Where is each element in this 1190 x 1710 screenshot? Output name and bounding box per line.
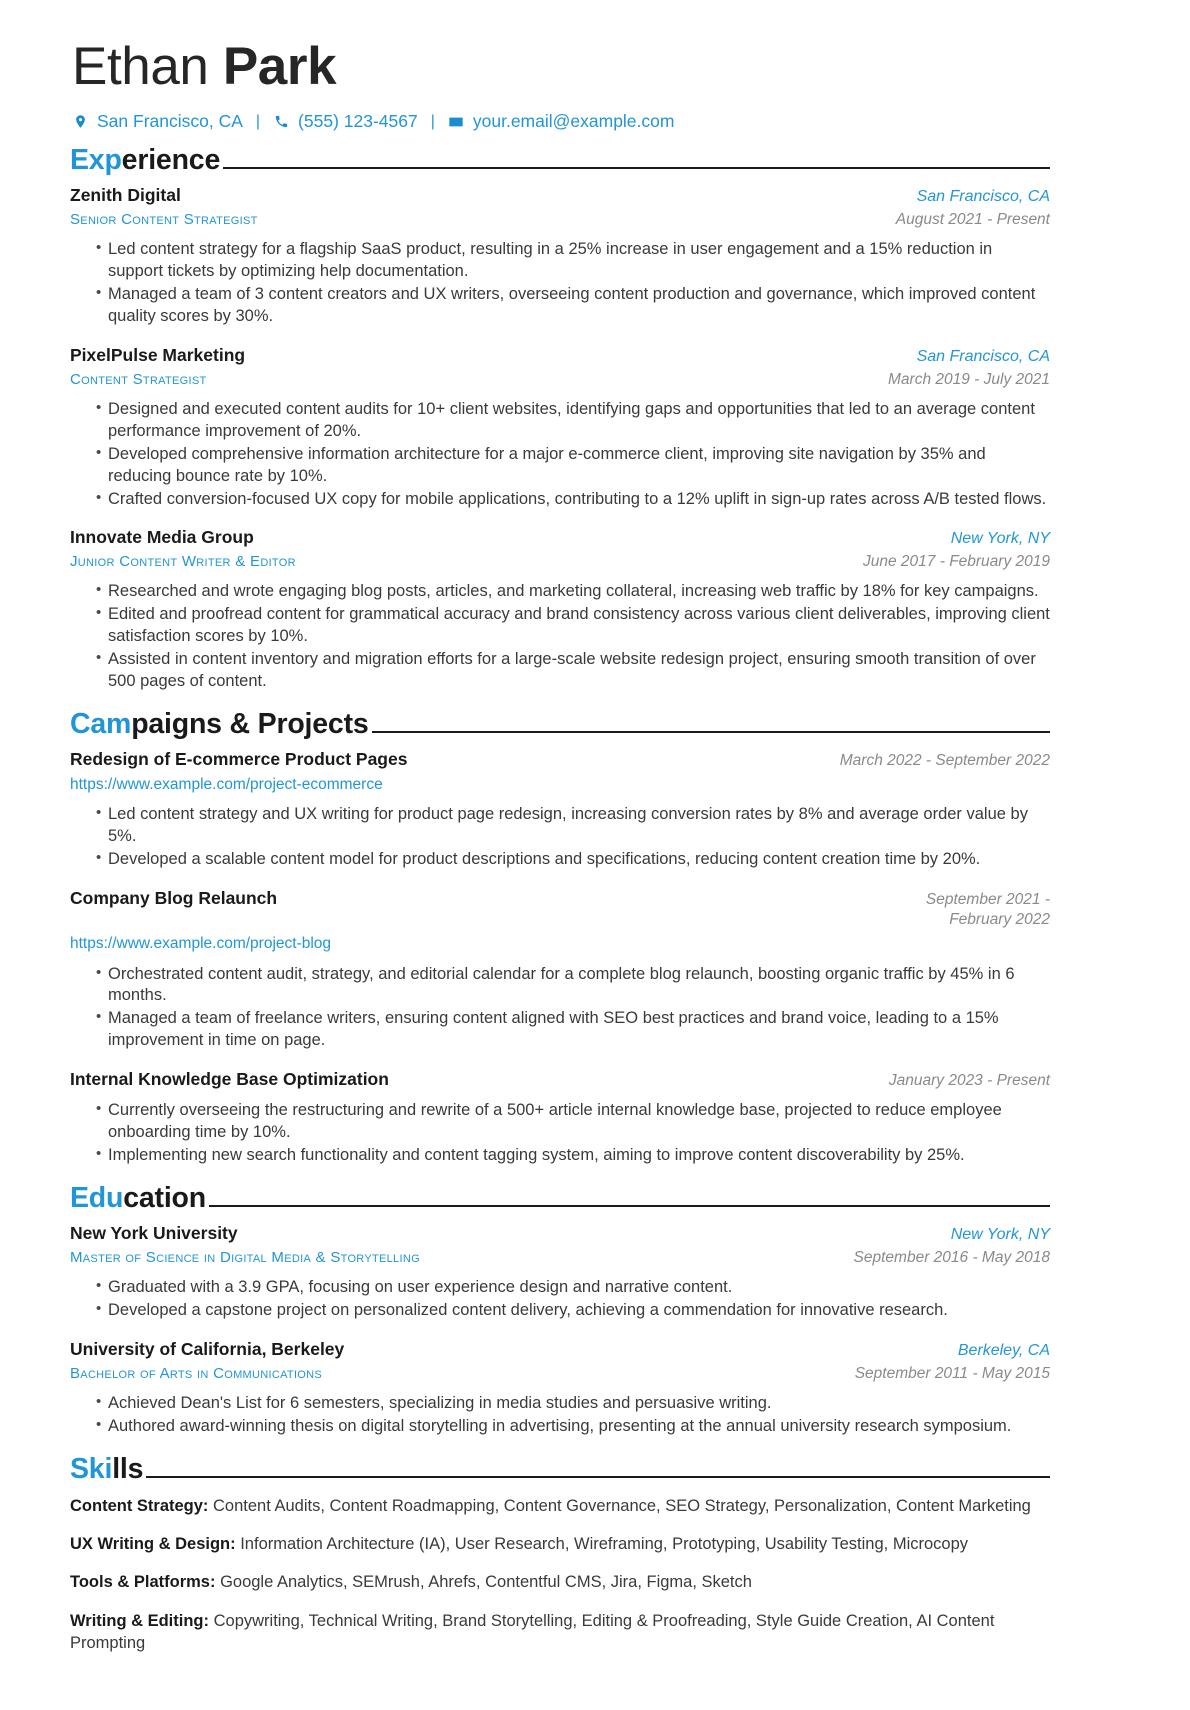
section-title-rest: cation [123,1182,206,1215]
bullet-item: • Currently overseeing the restructuring and rewrite of a 500+ article internal knowledge base, projected to reduce employee onboarding time by 10%. [70,1100,1050,1144]
bullet-item: • Designed and executed content audits for 10+ client websites, identifying gaps and opportunities that led to an average content performance improvement of 20%. [70,399,1050,443]
skill-row [70,1495,1050,1517]
project-name: Redesign of E-commerce Product Pages [70,749,408,770]
bullet-item: • Implementing new search functionality and content tagging system, aiming to improve content discoverability by 25%. [70,1145,1050,1167]
section-title-accent: Ski [70,1452,113,1485]
employer-name: Zenith Digital [70,185,181,206]
school-name: University of California, Berkeley [70,1338,345,1359]
project-entry [70,1069,1050,1167]
school-name: New York University [70,1223,238,1244]
contact-email[interactable] [448,111,675,132]
bullet-list [70,1277,1050,1322]
bullet-item: • Assisted in content inventory and migration efforts for a large-scale website redesign project, ensuring smooth transition of over 500 pages of content. [70,649,1050,693]
contact-line [72,111,1050,132]
bullet-item: • Edited and proofread content for grammatical accuracy and brand consistency across various client deliverables, improving client satisfaction scores by 10%. [70,604,1050,648]
section-skills [70,1452,1050,1654]
skill-items: Information Architecture (IA), User Research, Wireframing, Prototyping, Usability Testing, Microcopy [240,1534,969,1553]
skills-list [70,1495,1050,1654]
employer-name: PixelPulse Marketing [70,344,246,365]
project-url[interactable]: https://www.example.com/project-blog [70,935,332,953]
skill-category: Content Strategy: [70,1496,209,1515]
employer-name: Innovate Media Group [70,527,254,548]
phone-text: (555) 123-4567 [298,111,418,132]
education-dates: September 2011 - May 2015 [854,1364,1050,1382]
section-experience [70,146,1050,693]
bullet-item: • Managed a team of freelance writers, ensuring content aligned with SEO best practices and brand voice, leading to a 15% improvement in time on page. [70,1008,1050,1052]
job-title: Senior Content Strategist [70,210,258,228]
section-divider [372,731,1050,733]
envelope-icon [448,113,465,130]
bullet-list [70,581,1050,693]
bullet-item: • Crafted conversion-focused UX copy for mobile applications, contributing to a 12% uplift in sign-up rates across A/B tested flows. [70,489,1050,511]
section-title-text [70,146,220,176]
bullet-item: • Developed a scalable content model for product descriptions and specifications, reducing content creation time by 20%. [70,849,1050,871]
section-title-accent: Edu [70,1182,124,1215]
job-dates: March 2019 - July 2021 [888,370,1050,388]
section-campaigns [70,710,1050,1167]
section-title-rest: lls [112,1452,144,1485]
section-title-accent: Cam [70,708,132,741]
section-title-text [70,710,369,740]
bullet-item: • Researched and wrote engaging blog posts, articles, and marketing collateral, increasing web traffic by 18% for key campaigns. [70,581,1050,603]
bullet-item: • Achieved Dean's List for 6 semesters, specializing in media studies and persuasive writing. [70,1393,1050,1415]
bullet-list [70,1100,1050,1167]
bullet-item: • Authored award-winning thesis on digital storytelling in advertising, presenting at the annual university research symposium. [70,1416,1050,1438]
skill-category: Writing & Editing: [70,1611,210,1630]
job-title: Content Strategist [70,370,207,388]
skill-category: Tools & Platforms: [70,1573,216,1592]
job-dates: June 2017 - February 2019 [863,553,1050,571]
bullet-item: • Managed a team of 3 content creators and UX writers, overseeing content production and governance, which improved content quality scores by 30%. [70,284,1050,328]
email-text: your.email@example.com [472,111,675,132]
skill-items: Content Audits, Content Roadmapping, Content Governance, SEO Strategy, Personalization, Content Marketing [213,1496,1031,1515]
employer-location: San Francisco, CA [916,188,1050,206]
experience-entry [70,345,1050,511]
skill-items: Google Analytics, SEMrush, Ahrefs, Contentful CMS, Jira, Figma, Sketch [220,1573,752,1592]
location-text: San Francisco, CA [97,111,243,132]
skill-row [70,1610,1050,1655]
last-name: Park [222,37,337,96]
education-entry [70,1223,1050,1322]
bullet-item: • Orchestrated content audit, strategy, and editorial calendar for a complete blog relaunch, boosting organic traffic by 45% in 6 months. [70,964,1050,1008]
employer-location: New York, NY [950,530,1050,548]
project-entry [70,888,1050,1052]
bullet-list [70,239,1050,328]
section-title-rest: paigns & Projects [131,708,369,741]
bullet-list [70,964,1050,1053]
section-heading-education [70,1184,1050,1214]
section-heading-experience [70,146,1050,176]
project-url[interactable]: https://www.example.com/project-ecommerce [70,776,383,794]
skill-items: Copywriting, Technical Writing, Brand Storytelling, Editing & Proofreading, Style Guide Creation, AI Content Prompting [70,1611,995,1652]
education-dates: September 2016 - May 2018 [853,1248,1050,1266]
bullet-item: • Graduated with a 3.9 GPA, focusing on user experience design and narrative content. [70,1277,1050,1299]
school-location: Berkeley, CA [957,1341,1050,1359]
contact-location [72,111,243,132]
experience-entry [70,527,1050,693]
section-title-accent: Exp [70,144,122,177]
section-title-rest: erience [121,144,221,177]
section-title-text [70,1452,144,1485]
contact-separator-2: | [430,112,435,130]
map-pin-icon [72,113,89,130]
skill-row [70,1571,1050,1593]
bullet-list [70,804,1050,871]
project-name: Internal Knowledge Base Optimization [70,1069,389,1090]
project-dates: September 2021 - February 2022 [925,891,1050,929]
project-dates: March 2022 - September 2022 [839,752,1050,770]
degree-title: Master of Science in Digital Media & Storytelling [70,1248,420,1266]
section-title-text [70,1184,206,1214]
job-title: Junior Content Writer & Editor [70,553,296,571]
project-dates: January 2023 - Present [888,1072,1050,1090]
bullet-item: • Led content strategy for a flagship SaaS product, resulting in a 25% increase in user engagement and a 15% reduction in support tickets by optimizing help documentation. [70,239,1050,283]
first-name: Ethan [72,37,209,96]
contact-separator-1: | [255,112,261,130]
school-location: New York, NY [950,1226,1050,1244]
candidate-name [72,38,1050,95]
bullet-list [70,399,1050,511]
section-divider [209,1205,1050,1207]
resume-header [70,38,1050,132]
contact-phone[interactable] [273,111,418,132]
education-entry [70,1339,1050,1438]
bullet-list [70,1393,1050,1438]
job-dates: August 2021 - Present [895,210,1050,228]
section-education [70,1184,1050,1438]
bullet-item: • Developed comprehensive information architecture for a major e-commerce client, improving site navigation by 35% and reducing bounce rate by 10%. [70,444,1050,488]
bullet-item: • Developed a capstone project on personalized content delivery, achieving a commendation for innovative research. [70,1300,1050,1322]
section-heading-skills [70,1452,1050,1485]
degree-title: Bachelor of Arts in Communications [70,1364,323,1382]
project-entry [70,749,1050,871]
experience-entry [70,185,1050,328]
skill-category: UX Writing & Design: [70,1534,236,1553]
bullet-item: • Led content strategy and UX writing for product page redesign, increasing conversion rates by 8% and average order value by 5%. [70,804,1050,848]
project-name: Company Blog Relaunch [70,888,278,909]
section-heading-campaigns [70,710,1050,740]
section-divider [223,167,1050,169]
section-divider [146,1476,1050,1478]
phone-icon [273,113,290,130]
employer-location: San Francisco, CA [916,347,1050,365]
skill-row [70,1533,1050,1555]
